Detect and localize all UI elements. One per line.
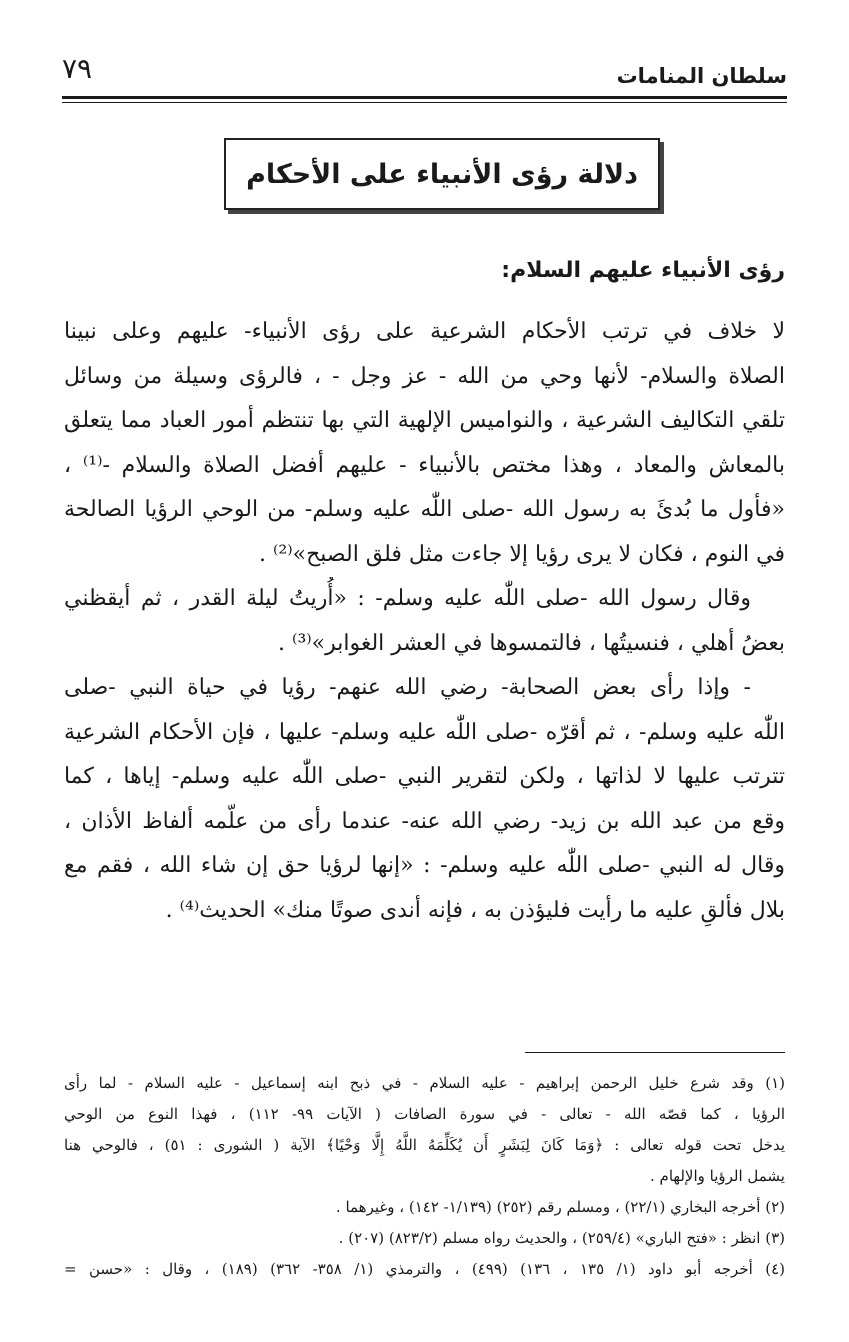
body-line: اللّٰه عليه وسلم- ، ثم أقرّه -صلى اللّٰه عليه وسلم- عليها ، فإن الأحكام الشرعية xyxy=(64,719,785,745)
body-line: تترتب عليها لا لذاتها ، ولكن لتقرير النبي -صلى اللّٰه عليه وسلم- إياها ، كما xyxy=(64,764,785,789)
body-line: وقال رسول الله -صلى اللّٰه عليه وسلم- : «أُريتُ ليلة القدر ، ثم أيقظني xyxy=(64,586,751,611)
header-rule xyxy=(62,96,787,103)
chapter-title: دلالة رؤى الأنبياء على الأحكام xyxy=(246,158,638,190)
running-head xyxy=(62,52,787,92)
body-line: في النوم ، فكان لا يرى رؤيا إلا جاءت مثل فلق الصبح»⁽²⁾ . xyxy=(258,541,785,567)
footnote-line: يدخل تحت قوله تعالى : ﴿وَمَا كَانَ لِبَشَرٍ أَن يُكَلِّمَهُ اللَّهُ إِلَّا وَحْيًا﴾ الآية ( الشورى : ٥١) ، فالوحي هنا xyxy=(64,1136,785,1154)
body-line: بالمعاش والمعاد ، وهذا مختص بالأنبياء - عليهم أفضل الصلاة والسلام -⁽¹⁾ ، xyxy=(64,452,785,478)
footnotes xyxy=(64,1068,785,1285)
body-line: وقع من عبد الله بن زيد- رضي الله عنه- عندما رأى من علّمه ألفاظ الأذان ، xyxy=(64,808,785,834)
body-line: بلال فألقِ عليه ما رأيت فليؤذن به ، فإنه أندى صوتًا منك» الحديث⁽⁴⁾ . xyxy=(165,897,785,923)
footnote-line: (١) وقد شرع خليل الرحمن إبراهيم - عليه السلام - في ذبح ابنه إسماعيل - عليه السلام - لما رأى xyxy=(64,1074,785,1092)
page-number: ٧٩ xyxy=(62,52,93,85)
footnote-line: يشمل الرؤيا والإلهام . xyxy=(650,1167,785,1185)
body-line: الصلاة والسلام- لأنها وحي من الله - عز وجل - ، فالرؤى وسيلة من وسائل xyxy=(64,363,785,389)
footnote-line: (٤) أخرجه أبو داود (١/ ١٣٥ ، ١٣٦) (٤٩٩) ، والترمذي (١/ ٣٥٨- ٣٦٢) (١٨٩) ، وقال : «حسن = xyxy=(64,1260,785,1278)
body-text xyxy=(64,310,785,1030)
body-line: لا خلاف في ترتب الأحكام الشرعية على رؤى الأنبياء- عليهم وعلى نبينا xyxy=(64,319,785,344)
body-line: «فأول ما بُدئَ به رسول الله -صلى اللّٰه عليه وسلم- من الوحي الرؤيا الصالحة xyxy=(64,497,785,522)
body-line: تلقي التكاليف الشرعية ، والنواميس الإلهية التي بها تنتظم أمور العباد مما يتعلق xyxy=(64,408,785,433)
section-heading: رؤى الأنبياء عليهم السلام: xyxy=(501,258,785,283)
footnote-separator xyxy=(525,1052,785,1053)
body-line: وقال له النبي -صلى اللّٰه عليه وسلم- : «إنها لرؤيا حق إن شاء الله ، فقم مع xyxy=(64,853,785,878)
body-line: - وإذا رأى بعض الصحابة- رضي الله عنهم- رؤيا في حياة النبي -صلى xyxy=(64,675,751,700)
body-line: بعضُ أهلي ، فنسيتُها ، فالتمسوها في العشر الغوابر»⁽³⁾ . xyxy=(278,630,785,656)
footnote-line: (٢) أخرجه البخاري (٢٢/١) ، ومسلم رقم (٢٥٢) (١/١٣٩- ١٤٢) ، وغيرهما . xyxy=(335,1198,785,1216)
book-title: سلطان المنامات xyxy=(616,64,787,88)
footnote-line: الرؤيا ، كما قصّه الله - تعالى - في سورة الصافات ( الآيات ٩٩- ١١٢) ، فهذا النوع من الوحي xyxy=(64,1105,785,1123)
footnote-line: (٣) انظر : «فتح الباري» (٢٥٩/٤) ، والحديث رواه مسلم (٨٢٣/٢) (٢٠٧) . xyxy=(338,1229,785,1247)
chapter-title-box xyxy=(224,138,660,210)
